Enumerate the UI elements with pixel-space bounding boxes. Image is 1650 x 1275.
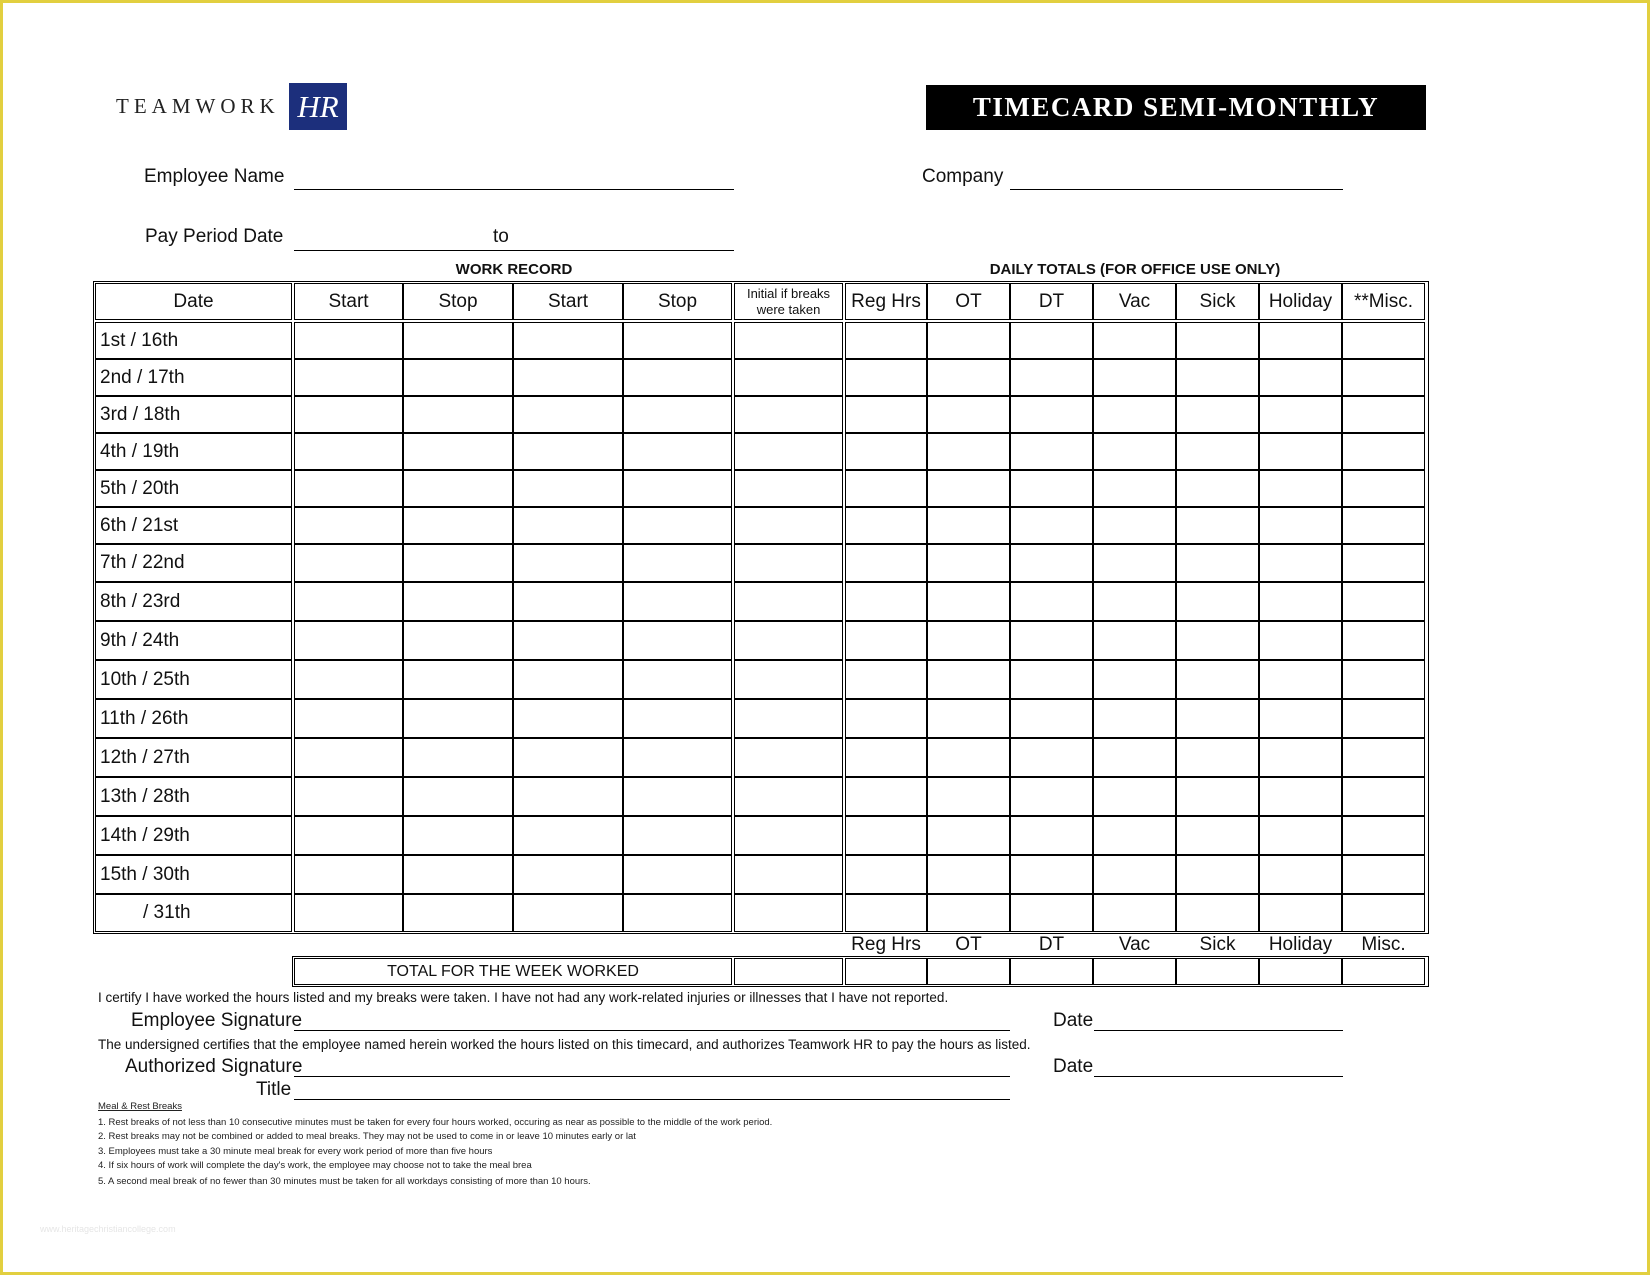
week-total-cell[interactable] (927, 958, 1010, 985)
date-row-label: 8th / 23rd (95, 582, 292, 621)
initial-cell[interactable] (734, 359, 843, 396)
initial-cell[interactable] (734, 855, 843, 894)
daily-total-cell[interactable] (845, 507, 927, 544)
time-entry-cell[interactable] (403, 507, 513, 544)
daily-total-cell[interactable] (1176, 470, 1259, 507)
time-entry-cell[interactable] (294, 660, 403, 699)
time-entry-cell[interactable] (623, 582, 732, 621)
time-entry-cell[interactable] (513, 699, 623, 738)
authorizer-statement: The undersigned certifies that the employee named herein worked the hours listed on this timecard, and authorizes Teamwork HR to pay the hours as listed. (98, 1037, 1031, 1052)
totals-column-header: Sick (1176, 283, 1259, 320)
daily-total-cell[interactable] (1342, 544, 1425, 582)
time-entry-cell[interactable] (403, 699, 513, 738)
time-entry-cell[interactable] (403, 621, 513, 660)
daily-total-cell[interactable] (1176, 396, 1259, 433)
daily-totals-heading: DAILY TOTALS (FOR OFFICE USE ONLY) (989, 261, 1281, 278)
daily-total-cell[interactable] (1259, 660, 1342, 699)
daily-total-cell[interactable] (1093, 660, 1176, 699)
daily-total-cell[interactable] (1259, 777, 1342, 816)
date-row-label: 1st / 16th (95, 322, 292, 359)
daily-total-cell[interactable] (1176, 621, 1259, 660)
daily-total-cell[interactable] (1176, 738, 1259, 777)
week-total-cell[interactable] (1176, 958, 1259, 985)
daily-total-cell[interactable] (1342, 507, 1425, 544)
time-entry-cell[interactable] (294, 507, 403, 544)
daily-total-cell[interactable] (1010, 433, 1093, 470)
daily-total-cell[interactable] (1176, 582, 1259, 621)
time-entry-cell[interactable] (623, 699, 732, 738)
daily-total-cell[interactable] (845, 855, 927, 894)
daily-total-cell[interactable] (1176, 855, 1259, 894)
time-entry-cell[interactable] (623, 660, 732, 699)
daily-total-cell[interactable] (1259, 470, 1342, 507)
daily-total-cell[interactable] (1010, 660, 1093, 699)
time-entry-cell[interactable] (623, 396, 732, 433)
time-entry-cell[interactable] (513, 777, 623, 816)
daily-total-cell[interactable] (927, 582, 1010, 621)
time-entry-cell[interactable] (294, 544, 403, 582)
employee-name-field[interactable] (294, 189, 734, 190)
rule-item: 5. A second meal break of no fewer than 30 minutes must be taken for all workdays consisting of more than 10 hours. (98, 1176, 591, 1187)
employee-statement: I certify I have worked the hours listed and my breaks were taken. I have not had any work-related injuries or illnesses that I have not reported. (98, 990, 949, 1005)
daily-total-cell[interactable] (927, 322, 1010, 359)
time-entry-cell[interactable] (294, 470, 403, 507)
time-entry-cell[interactable] (403, 777, 513, 816)
initial-cell[interactable] (734, 396, 843, 433)
daily-total-cell[interactable] (1342, 660, 1425, 699)
daily-total-cell[interactable] (1010, 855, 1093, 894)
daily-total-cell[interactable] (845, 621, 927, 660)
daily-total-cell[interactable] (845, 738, 927, 777)
daily-total-cell[interactable] (1010, 359, 1093, 396)
time-entry-cell[interactable] (513, 621, 623, 660)
daily-total-cell[interactable] (927, 660, 1010, 699)
work-record-heading: WORK RECORD (455, 261, 573, 278)
time-entry-cell[interactable] (513, 816, 623, 855)
time-entry-cell[interactable] (403, 816, 513, 855)
daily-total-cell[interactable] (1093, 322, 1176, 359)
daily-total-cell[interactable] (845, 699, 927, 738)
week-total-cell[interactable] (1342, 958, 1425, 985)
footer-total-header: DT (1038, 934, 1065, 955)
daily-total-cell[interactable] (927, 396, 1010, 433)
time-entry-cell[interactable] (403, 433, 513, 470)
date-row-label: 10th / 25th (95, 660, 292, 699)
daily-total-cell[interactable] (1259, 396, 1342, 433)
daily-total-cell[interactable] (845, 660, 927, 699)
daily-total-cell[interactable] (1093, 433, 1176, 470)
initial-column-header: Initial if breaks were taken (734, 283, 843, 320)
daily-total-cell[interactable] (1010, 544, 1093, 582)
daily-total-cell[interactable] (1342, 582, 1425, 621)
daily-total-cell[interactable] (1010, 777, 1093, 816)
daily-total-cell[interactable] (1259, 816, 1342, 855)
daily-total-cell[interactable] (1093, 894, 1176, 932)
daily-total-cell[interactable] (1093, 855, 1176, 894)
daily-total-cell[interactable] (1259, 507, 1342, 544)
daily-total-cell[interactable] (1259, 433, 1342, 470)
time-entry-cell[interactable] (623, 855, 732, 894)
time-entry-cell[interactable] (623, 777, 732, 816)
page-title: TIMECARD SEMI-MONTHLY (926, 85, 1426, 130)
daily-total-cell[interactable] (1176, 433, 1259, 470)
time-entry-cell[interactable] (513, 738, 623, 777)
date-row-label: 7th / 22nd (95, 544, 292, 582)
authorized-signature-field[interactable] (294, 1076, 1010, 1077)
daily-total-cell[interactable] (1010, 621, 1093, 660)
time-entry-cell[interactable] (513, 894, 623, 932)
daily-total-cell[interactable] (1093, 621, 1176, 660)
daily-total-cell[interactable] (1342, 433, 1425, 470)
date-row-label: 12th / 27th (95, 738, 292, 777)
daily-total-cell[interactable] (1259, 359, 1342, 396)
date-label-1: Date (1053, 1010, 1094, 1031)
daily-total-cell[interactable] (1093, 816, 1176, 855)
daily-total-cell[interactable] (1342, 816, 1425, 855)
time-entry-cell[interactable] (294, 894, 403, 932)
daily-total-cell[interactable] (1259, 621, 1342, 660)
initial-cell[interactable] (734, 433, 843, 470)
time-entry-cell[interactable] (513, 582, 623, 621)
date-row-label: 3rd / 18th (95, 396, 292, 433)
time-entry-cell[interactable] (623, 621, 732, 660)
daily-total-cell[interactable] (1259, 322, 1342, 359)
work-column-header: Start (513, 283, 623, 320)
time-entry-cell[interactable] (623, 507, 732, 544)
footer-total-header: Sick (1199, 934, 1236, 955)
time-entry-cell[interactable] (623, 470, 732, 507)
time-entry-cell[interactable] (513, 544, 623, 582)
week-total-cell[interactable] (1259, 958, 1342, 985)
initial-cell[interactable] (734, 544, 843, 582)
time-entry-cell[interactable] (294, 699, 403, 738)
time-entry-cell[interactable] (403, 396, 513, 433)
time-entry-cell[interactable] (294, 322, 403, 359)
time-entry-cell[interactable] (513, 433, 623, 470)
time-entry-cell[interactable] (294, 855, 403, 894)
daily-total-cell[interactable] (1010, 507, 1093, 544)
initial-cell[interactable] (734, 738, 843, 777)
time-entry-cell[interactable] (294, 433, 403, 470)
daily-total-cell[interactable] (1176, 777, 1259, 816)
work-column-header: Stop (403, 283, 513, 320)
totals-column-header: **Misc. (1342, 283, 1425, 320)
company-label: Company (922, 166, 1004, 187)
time-entry-cell[interactable] (294, 396, 403, 433)
time-entry-cell[interactable] (403, 738, 513, 777)
time-entry-cell[interactable] (513, 507, 623, 544)
time-entry-cell[interactable] (623, 544, 732, 582)
daily-total-cell[interactable] (1342, 396, 1425, 433)
initial-cell[interactable] (734, 816, 843, 855)
authorized-signature-label: Authorized Signature (125, 1056, 303, 1077)
daily-total-cell[interactable] (1176, 507, 1259, 544)
daily-total-cell[interactable] (845, 322, 927, 359)
time-entry-cell[interactable] (294, 777, 403, 816)
rules-heading: Meal & Rest Breaks (98, 1101, 182, 1112)
daily-total-cell[interactable] (1093, 777, 1176, 816)
date-row-label: / 31th (95, 894, 292, 932)
daily-total-cell[interactable] (1342, 738, 1425, 777)
time-entry-cell[interactable] (623, 359, 732, 396)
date-row-label: 15th / 30th (95, 855, 292, 894)
date-field-2[interactable] (1094, 1076, 1343, 1077)
company-field[interactable] (1010, 189, 1343, 190)
rule-item: 4. If six hours of work will complete the day's work, the employee may choose not to take the meal brea (98, 1160, 532, 1171)
rule-item: 2. Rest breaks may not be combined or added to meal breaks. They may not be used to come in or leave 10 minutes early or lat (98, 1131, 636, 1142)
daily-total-cell[interactable] (1176, 660, 1259, 699)
daily-total-cell[interactable] (927, 359, 1010, 396)
total-week-label: TOTAL FOR THE WEEK WORKED (294, 958, 732, 985)
daily-total-cell[interactable] (845, 470, 927, 507)
totals-column-header: Reg Hrs (845, 283, 927, 320)
daily-total-cell[interactable] (1342, 777, 1425, 816)
time-entry-cell[interactable] (513, 396, 623, 433)
daily-total-cell[interactable] (1010, 396, 1093, 433)
date-row-label: 9th / 24th (95, 621, 292, 660)
work-column-header: Start (294, 283, 403, 320)
initial-cell[interactable] (734, 322, 843, 359)
pay-period-to-label: to (493, 226, 509, 247)
rule-item: 1. Rest breaks of not less than 10 consecutive minutes must be taken for every four hours worked, occuring as near as possible to the middle of the work period. (98, 1117, 773, 1128)
daily-total-cell[interactable] (927, 738, 1010, 777)
work-column-header: Stop (623, 283, 732, 320)
date-row-label: 11th / 26th (95, 699, 292, 738)
daily-total-cell[interactable] (1010, 322, 1093, 359)
daily-total-cell[interactable] (1093, 582, 1176, 621)
watermark: www.heritagechristiancollege.com (40, 1224, 176, 1234)
total-initial-cell[interactable] (734, 958, 843, 985)
daily-total-cell[interactable] (927, 699, 1010, 738)
daily-total-cell[interactable] (1342, 470, 1425, 507)
daily-total-cell[interactable] (845, 433, 927, 470)
time-entry-cell[interactable] (403, 582, 513, 621)
initial-cell[interactable] (734, 470, 843, 507)
daily-total-cell[interactable] (1093, 699, 1176, 738)
daily-total-cell[interactable] (1010, 816, 1093, 855)
time-entry-cell[interactable] (403, 894, 513, 932)
daily-total-cell[interactable] (1259, 738, 1342, 777)
daily-total-cell[interactable] (1093, 738, 1176, 777)
daily-total-cell[interactable] (845, 894, 927, 932)
daily-total-cell[interactable] (1342, 855, 1425, 894)
title-field[interactable] (294, 1099, 1010, 1100)
daily-total-cell[interactable] (845, 816, 927, 855)
time-entry-cell[interactable] (403, 470, 513, 507)
daily-total-cell[interactable] (927, 470, 1010, 507)
daily-total-cell[interactable] (1342, 359, 1425, 396)
footer-total-header: Misc. (1361, 934, 1406, 955)
daily-total-cell[interactable] (927, 855, 1010, 894)
week-total-cell[interactable] (1010, 958, 1093, 985)
date-row-label: 6th / 21st (95, 507, 292, 544)
time-entry-cell[interactable] (513, 470, 623, 507)
employee-name-label: Employee Name (144, 166, 285, 187)
daily-total-cell[interactable] (927, 894, 1010, 932)
time-entry-cell[interactable] (403, 359, 513, 396)
daily-total-cell[interactable] (1342, 621, 1425, 660)
title-label: Title (256, 1079, 292, 1100)
initial-cell[interactable] (734, 660, 843, 699)
date-row-label: 14th / 29th (95, 816, 292, 855)
employee-signature-field[interactable] (294, 1030, 1010, 1031)
time-entry-cell[interactable] (403, 660, 513, 699)
daily-total-cell[interactable] (927, 544, 1010, 582)
totals-column-header: Holiday (1259, 283, 1342, 320)
daily-total-cell[interactable] (845, 777, 927, 816)
daily-total-cell[interactable] (845, 544, 927, 582)
time-entry-cell[interactable] (513, 322, 623, 359)
footer-total-header: Reg Hrs (851, 934, 921, 955)
initial-cell[interactable] (734, 507, 843, 544)
time-entry-cell[interactable] (623, 433, 732, 470)
daily-total-cell[interactable] (1259, 582, 1342, 621)
footer-total-header: OT (955, 934, 982, 955)
time-entry-cell[interactable] (294, 621, 403, 660)
time-entry-cell[interactable] (623, 894, 732, 932)
daily-total-cell[interactable] (1176, 359, 1259, 396)
daily-total-cell[interactable] (1010, 699, 1093, 738)
date-label-2: Date (1053, 1056, 1094, 1077)
time-entry-cell[interactable] (403, 544, 513, 582)
daily-total-cell[interactable] (1342, 699, 1425, 738)
daily-total-cell[interactable] (845, 396, 927, 433)
pay-period-field[interactable] (294, 250, 734, 251)
daily-total-cell[interactable] (1176, 699, 1259, 738)
daily-total-cell[interactable] (1259, 894, 1342, 932)
daily-total-cell[interactable] (1093, 544, 1176, 582)
initial-cell[interactable] (734, 894, 843, 932)
rule-item: 3. Employees must take a 30 minute meal break for every work period of more than five hours (98, 1146, 493, 1157)
totals-column-header: Vac (1093, 283, 1176, 320)
daily-total-cell[interactable] (1010, 738, 1093, 777)
time-entry-cell[interactable] (294, 582, 403, 621)
week-total-cell[interactable] (1093, 958, 1176, 985)
totals-column-header: DT (1010, 283, 1093, 320)
daily-total-cell[interactable] (1259, 855, 1342, 894)
time-entry-cell[interactable] (513, 855, 623, 894)
time-entry-cell[interactable] (623, 816, 732, 855)
logo-wordmark: TEAMWORK (116, 94, 280, 118)
daily-total-cell[interactable] (927, 777, 1010, 816)
date-row-label: 13th / 28th (95, 777, 292, 816)
daily-total-cell[interactable] (1342, 894, 1425, 932)
totals-column-header: OT (927, 283, 1010, 320)
footer-total-header: Holiday (1268, 934, 1333, 955)
daily-total-cell[interactable] (1342, 322, 1425, 359)
pay-period-label: Pay Period Date (145, 226, 284, 247)
daily-total-cell[interactable] (1010, 470, 1093, 507)
daily-total-cell[interactable] (1176, 544, 1259, 582)
employee-signature-label: Employee Signature (131, 1010, 303, 1031)
initial-cell[interactable] (734, 582, 843, 621)
daily-total-cell[interactable] (1093, 396, 1176, 433)
date-row-label: 5th / 20th (95, 470, 292, 507)
daily-total-cell[interactable] (1093, 359, 1176, 396)
time-entry-cell[interactable] (623, 738, 732, 777)
week-total-cell[interactable] (845, 958, 927, 985)
date-column-header: Date (95, 283, 292, 320)
daily-total-cell[interactable] (1259, 699, 1342, 738)
daily-total-cell[interactable] (927, 621, 1010, 660)
daily-total-cell[interactable] (1010, 894, 1093, 932)
time-entry-cell[interactable] (403, 322, 513, 359)
daily-total-cell[interactable] (927, 816, 1010, 855)
daily-total-cell[interactable] (1259, 544, 1342, 582)
daily-total-cell[interactable] (845, 582, 927, 621)
time-entry-cell[interactable] (623, 322, 732, 359)
date-row-label: 4th / 19th (95, 433, 292, 470)
initial-cell[interactable] (734, 699, 843, 738)
daily-total-cell[interactable] (1176, 322, 1259, 359)
daily-total-cell[interactable] (927, 433, 1010, 470)
footer-total-header: Vac (1118, 934, 1151, 955)
time-entry-cell[interactable] (513, 660, 623, 699)
time-entry-cell[interactable] (294, 738, 403, 777)
daily-total-cell[interactable] (1176, 816, 1259, 855)
date-field-1[interactable] (1094, 1030, 1343, 1031)
initial-cell[interactable] (734, 621, 843, 660)
daily-total-cell[interactable] (1093, 470, 1176, 507)
time-entry-cell[interactable] (403, 855, 513, 894)
daily-total-cell[interactable] (1176, 894, 1259, 932)
daily-total-cell[interactable] (927, 507, 1010, 544)
initial-cell[interactable] (734, 777, 843, 816)
daily-total-cell[interactable] (1010, 582, 1093, 621)
daily-total-cell[interactable] (1093, 507, 1176, 544)
daily-total-cell[interactable] (845, 359, 927, 396)
time-entry-cell[interactable] (513, 359, 623, 396)
hr-logo-icon: HR (289, 83, 347, 130)
date-row-label: 2nd / 17th (95, 359, 292, 396)
time-entry-cell[interactable] (294, 359, 403, 396)
time-entry-cell[interactable] (294, 816, 403, 855)
